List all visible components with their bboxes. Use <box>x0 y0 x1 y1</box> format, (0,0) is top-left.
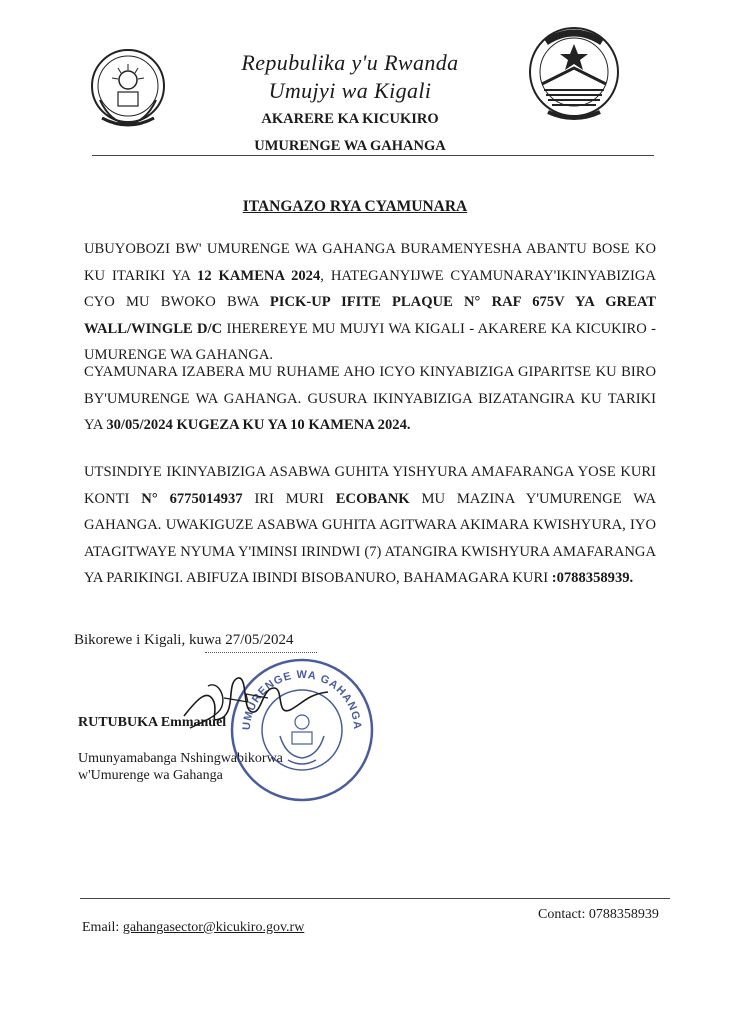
paragraph-payment-terms: UTSINDIYE IKINYABIZIGA ASABWA GUHITA YISHYURA AMAFARANGA YOSE KURI KONTI N° 6775014937 IRI MURI ECOBANK MU MAZINA Y'UMURENGE WA GAHANGA. UWAKIGUZE ASABWA GUHITA AGITWARA AKIMARA KWISHYURA, IYO ATAGITWAYE NYUMA Y'IMINSI IRINDWI (7) ATANGIRA KWISHYURA AMAFARANGA YA PARIKINGI. ABIFUZA IBINDI BISOBANURO, BAHAMAGARA KURI :0788358939. <box>84 464 656 586</box>
footer-divider <box>80 898 670 899</box>
handwritten-signature-icon <box>178 658 338 748</box>
date-dotted-line <box>205 652 317 653</box>
paragraph-viewing-dates: CYAMUNARA IZABERA MU RUHAME AHO ICYO KINYABIZIGA GIPARITSE KU BIRO BY'UMURENGE WA GAHANGA. GUSURA IKINYABIZIGA BIZATANGIRA KU TARIKI YA 30/05/2024 KUGEZA KU YA 10 KAMENA 2024. <box>84 364 656 433</box>
email-label: Email: <box>82 920 123 935</box>
footer-email <box>82 920 304 936</box>
header-sector: UMURENGE WA GAHANGA <box>254 138 446 154</box>
email-link[interactable]: gahangasector@kicukiro.gov.rw <box>122 920 305 935</box>
place-and-date: Bikorewe i Kigali, kuwa 27/05/2024 <box>74 632 294 648</box>
header-republic: Repubulika y'u Rwanda <box>241 50 459 75</box>
signer-name: RUTUBUKA Emmanuel <box>78 715 227 730</box>
paragraph-auction-announcement: UBUYOBOZI BW' UMURENGE WA GAHANGA BURAMENYESHA ABANTU BOSE KO KU ITARIKI YA 12 KAMENA 2024, HATEGANYIJWE CYAMUNARAY'IKINYABIZIGA CYO MU BWOKO BWA PICK-UP IFITE PLAQUE N° RAF 675V YA GREAT WALL/WINGLE D/C IHEREREYE MU MUJYI WA KIGALI - AKARERE KA KICUKIRO - UMURENGE WA GAHANGA. <box>84 241 657 363</box>
svg-text:UMURENGE WA GAHANGA: UMURENGE WA GAHANGA <box>240 668 364 731</box>
signer-title-line1: Umunyamabanga Nshingwabikorwa <box>78 751 283 766</box>
header-city: Umujyi wa Kigali <box>268 78 432 103</box>
header-district: AKARERE KA KICUKIRO <box>261 111 439 127</box>
header-divider <box>92 155 654 156</box>
footer-contact: Contact: 0788358939 <box>538 907 659 922</box>
page-title: ITANGAZO RYA CYAMUNARA <box>242 198 468 215</box>
signer-title-line2: w'Umurenge wa Gahanga <box>78 768 223 783</box>
